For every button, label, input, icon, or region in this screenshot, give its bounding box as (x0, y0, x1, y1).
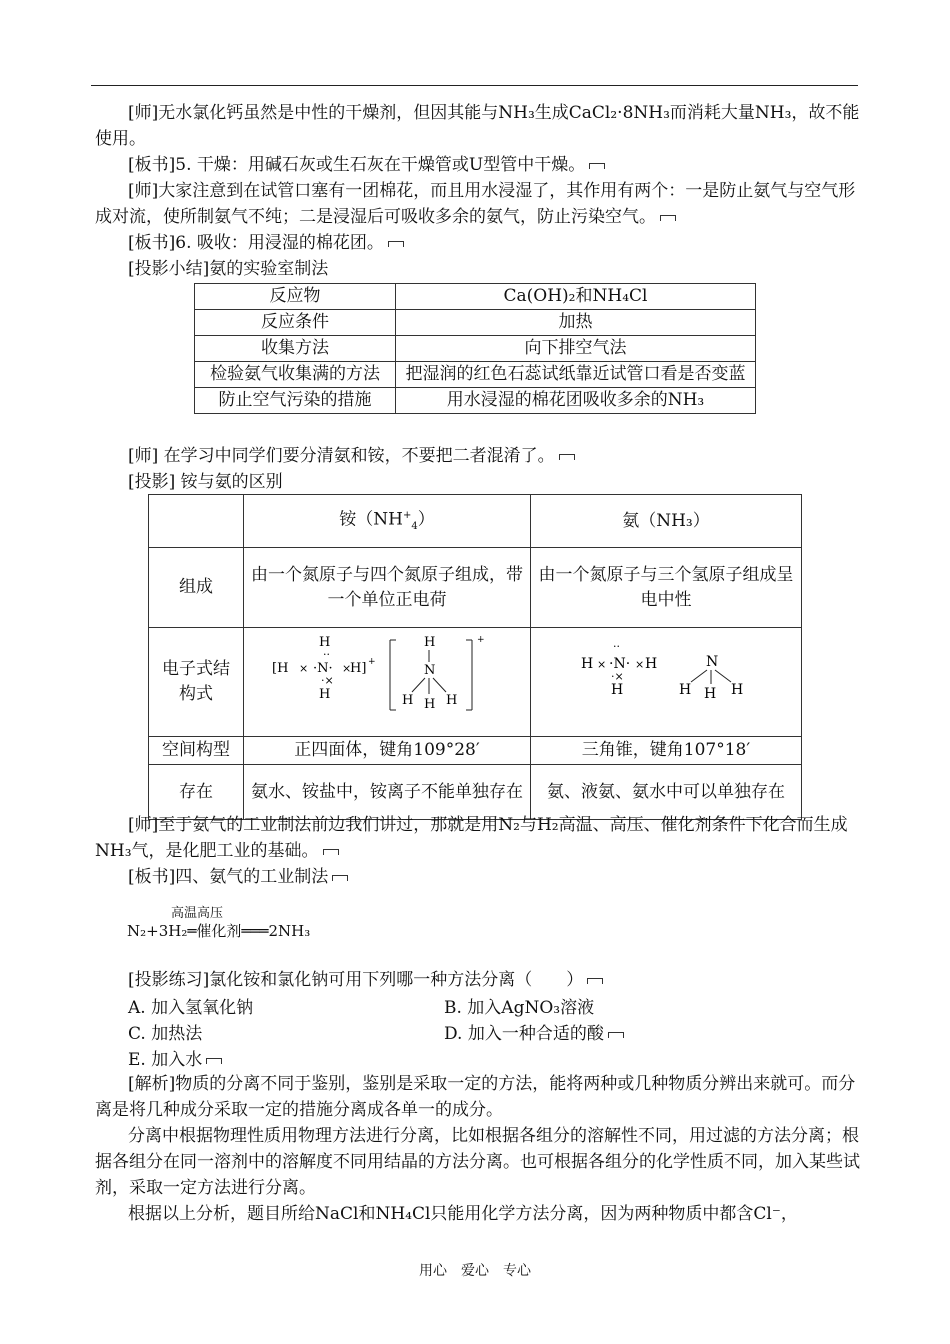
table-row: 防止空气污染的措施 用水浸湿的棉花团吸收多余的NH₃ (195, 388, 756, 414)
paragraph-2: [板书]5. 干燥：用碱石灰或生石灰在干燥管或U型管中干燥。 (128, 152, 605, 178)
paragraph-analysis-3: 根据以上分析，题目所给NaCl和NH₄Cl只能用化学方法分离，因为两种物质中都含Cl⁻， (128, 1204, 798, 1224)
paragraph-1: [师]无水氯化钙虽然是中性的干燥剂，但因其能与NH₃生成CaCl₂·8NH₃而消耗大量NH₃，故不能使用。 (95, 103, 860, 149)
paragraph-4: [板书]6. 吸收：用浸湿的棉花团。 (128, 230, 404, 256)
svg-text:H: H (679, 682, 692, 698)
paragraph-9: [板书]四、氨气的工业制法 (128, 864, 348, 890)
ammonium-vs-ammonia-table (148, 494, 802, 820)
paragraph-analysis-1: [解析]物质的分离不同于鉴别，鉴别是采取一定的方法，能将两种或几种物质分辨出来就可。而分离是将几种成分采取一定的措施分离成各单一的成分。 (95, 1074, 856, 1120)
option-b: B. 加入AgNO₃溶液 (444, 998, 595, 1018)
ammonium-electron-structure (244, 628, 531, 737)
option-c: C. 加热法 (128, 1024, 203, 1044)
svg-text:H: H (645, 656, 658, 672)
svg-text:H: H (446, 693, 458, 708)
svg-text:·×: ·× (321, 674, 334, 687)
return-mark-icon (388, 241, 404, 247)
svg-text:·×: ·× (611, 670, 624, 683)
lab-method-table (194, 283, 756, 414)
table-row: 存在 氨水、铵盐中，铵离子不能单独存在 氨、液氨、氨水中可以单独存在 (149, 765, 802, 820)
page-footer: 用心 爱心 专心 (419, 1263, 531, 1279)
return-mark-icon (660, 215, 676, 221)
svg-text:×: × (299, 662, 309, 675)
svg-text:H: H (319, 635, 331, 650)
svg-text:·N·: ·N· (609, 656, 631, 672)
option-d: D. 加入一种合适的酸 (444, 1019, 624, 1044)
paragraph-3: [师]大家注意到在试管口塞有一团棉花，而且用水浸湿了，其作用有两个：一是防止氨气与空气形成对流，使所制氨气不纯；二是浸湿后可吸收多余的氨气，防止污染空气。 (95, 181, 856, 227)
svg-text:··: ·· (613, 640, 620, 653)
table-row: 收集方法 向下排空气法 (195, 336, 756, 362)
svg-text:H: H (319, 687, 331, 702)
ammonium-structure-icon (262, 628, 512, 728)
svg-text:H: H (611, 682, 624, 698)
head-ammonium: 铵$(NH^+_4)$ (244, 495, 531, 548)
svg-text:H: H (402, 693, 414, 708)
exercise-question: [投影练习]氯化铵和氯化钠可用下列哪一种方法分离（ ） (128, 967, 603, 993)
table-row: 反应条件 加热 (195, 310, 756, 336)
paragraph-7: [投影] 铵与氨的区别 (128, 472, 283, 492)
return-mark-icon (559, 454, 575, 460)
svg-text:··: ·· (323, 648, 330, 661)
svg-text:+: + (368, 657, 376, 667)
synthesis-equation: 高温高压 N₂+3H₂═催化剂═══2NH₃ (127, 906, 311, 940)
table-row: 空间构型 正四面体，键角109°28′ 三角锥，键角107°18′ (149, 737, 802, 765)
table-row: 检验氨气收集满的方法 把湿润的红色石蕊试纸靠近试管口看是否变蓝 (195, 362, 756, 388)
svg-text:N: N (424, 663, 436, 678)
svg-text:H]: H] (350, 661, 367, 676)
return-mark-icon (589, 163, 605, 169)
svg-text:H: H (424, 635, 436, 650)
ammonia-electron-structure (531, 628, 802, 737)
ammonia-structure-icon (551, 628, 781, 728)
return-mark-icon (206, 1058, 222, 1064)
return-mark-icon (587, 978, 603, 984)
svg-text:×: × (635, 658, 645, 671)
svg-text:×: × (597, 658, 607, 671)
svg-text:×: × (342, 662, 352, 675)
svg-text:H: H (581, 656, 594, 672)
table-row: 反应物 Ca(OH)₂和NH₄Cl (195, 284, 756, 310)
header-rule (91, 85, 858, 86)
svg-text:H: H (424, 697, 436, 712)
paragraph-6: [师] 在学习中同学们要分清氨和铵，不要把二者混淆了。 (128, 443, 575, 469)
paragraph-analysis-2: 分离中根据物理性质用物理方法进行分离，比如根据各组分的溶解性不同，用过滤的方法分离；根据各组分在同一溶剂中的溶解度不同用结晶的方法分离。也可根据各组分的化学性质不同，加入某些试剂，采取一定方法进行分离。 (95, 1126, 860, 1198)
svg-text:·N·: ·N· (313, 661, 333, 676)
option-a: A. 加入氢氧化钠 (128, 998, 254, 1018)
paragraph-5: [投影小结]氨的实验室制法 (128, 259, 329, 279)
paragraph-8: [师]至于氨气的工业制法前边我们讲过，那就是用N₂与H₂高温、高压、催化剂条件下化合而生成NH₃气，是化肥工业的基础。 (95, 815, 848, 861)
svg-text:+: + (477, 635, 485, 645)
return-mark-icon (608, 1032, 624, 1038)
table-row: 电子式结构式 H ·· [H × ·N· × H] + ·× H + H N H H H ·· H × ·N· × H ·× H N H H H (149, 628, 802, 737)
svg-text:[H: [H (272, 661, 289, 676)
option-e: E. 加入水 (128, 1045, 222, 1070)
head-ammonia: 氨（NH₃） (531, 495, 802, 548)
svg-text:H: H (704, 686, 717, 702)
svg-text:N: N (706, 654, 719, 670)
return-mark-icon (332, 875, 348, 881)
return-mark-icon (323, 849, 339, 855)
table-row: 组成 由一个氮原子与四个氮原子组成，带一个单位正电荷 由一个氮原子与三个氢原子组成呈电中性 (149, 548, 802, 628)
table-row (149, 495, 802, 548)
svg-text:H: H (731, 682, 744, 698)
